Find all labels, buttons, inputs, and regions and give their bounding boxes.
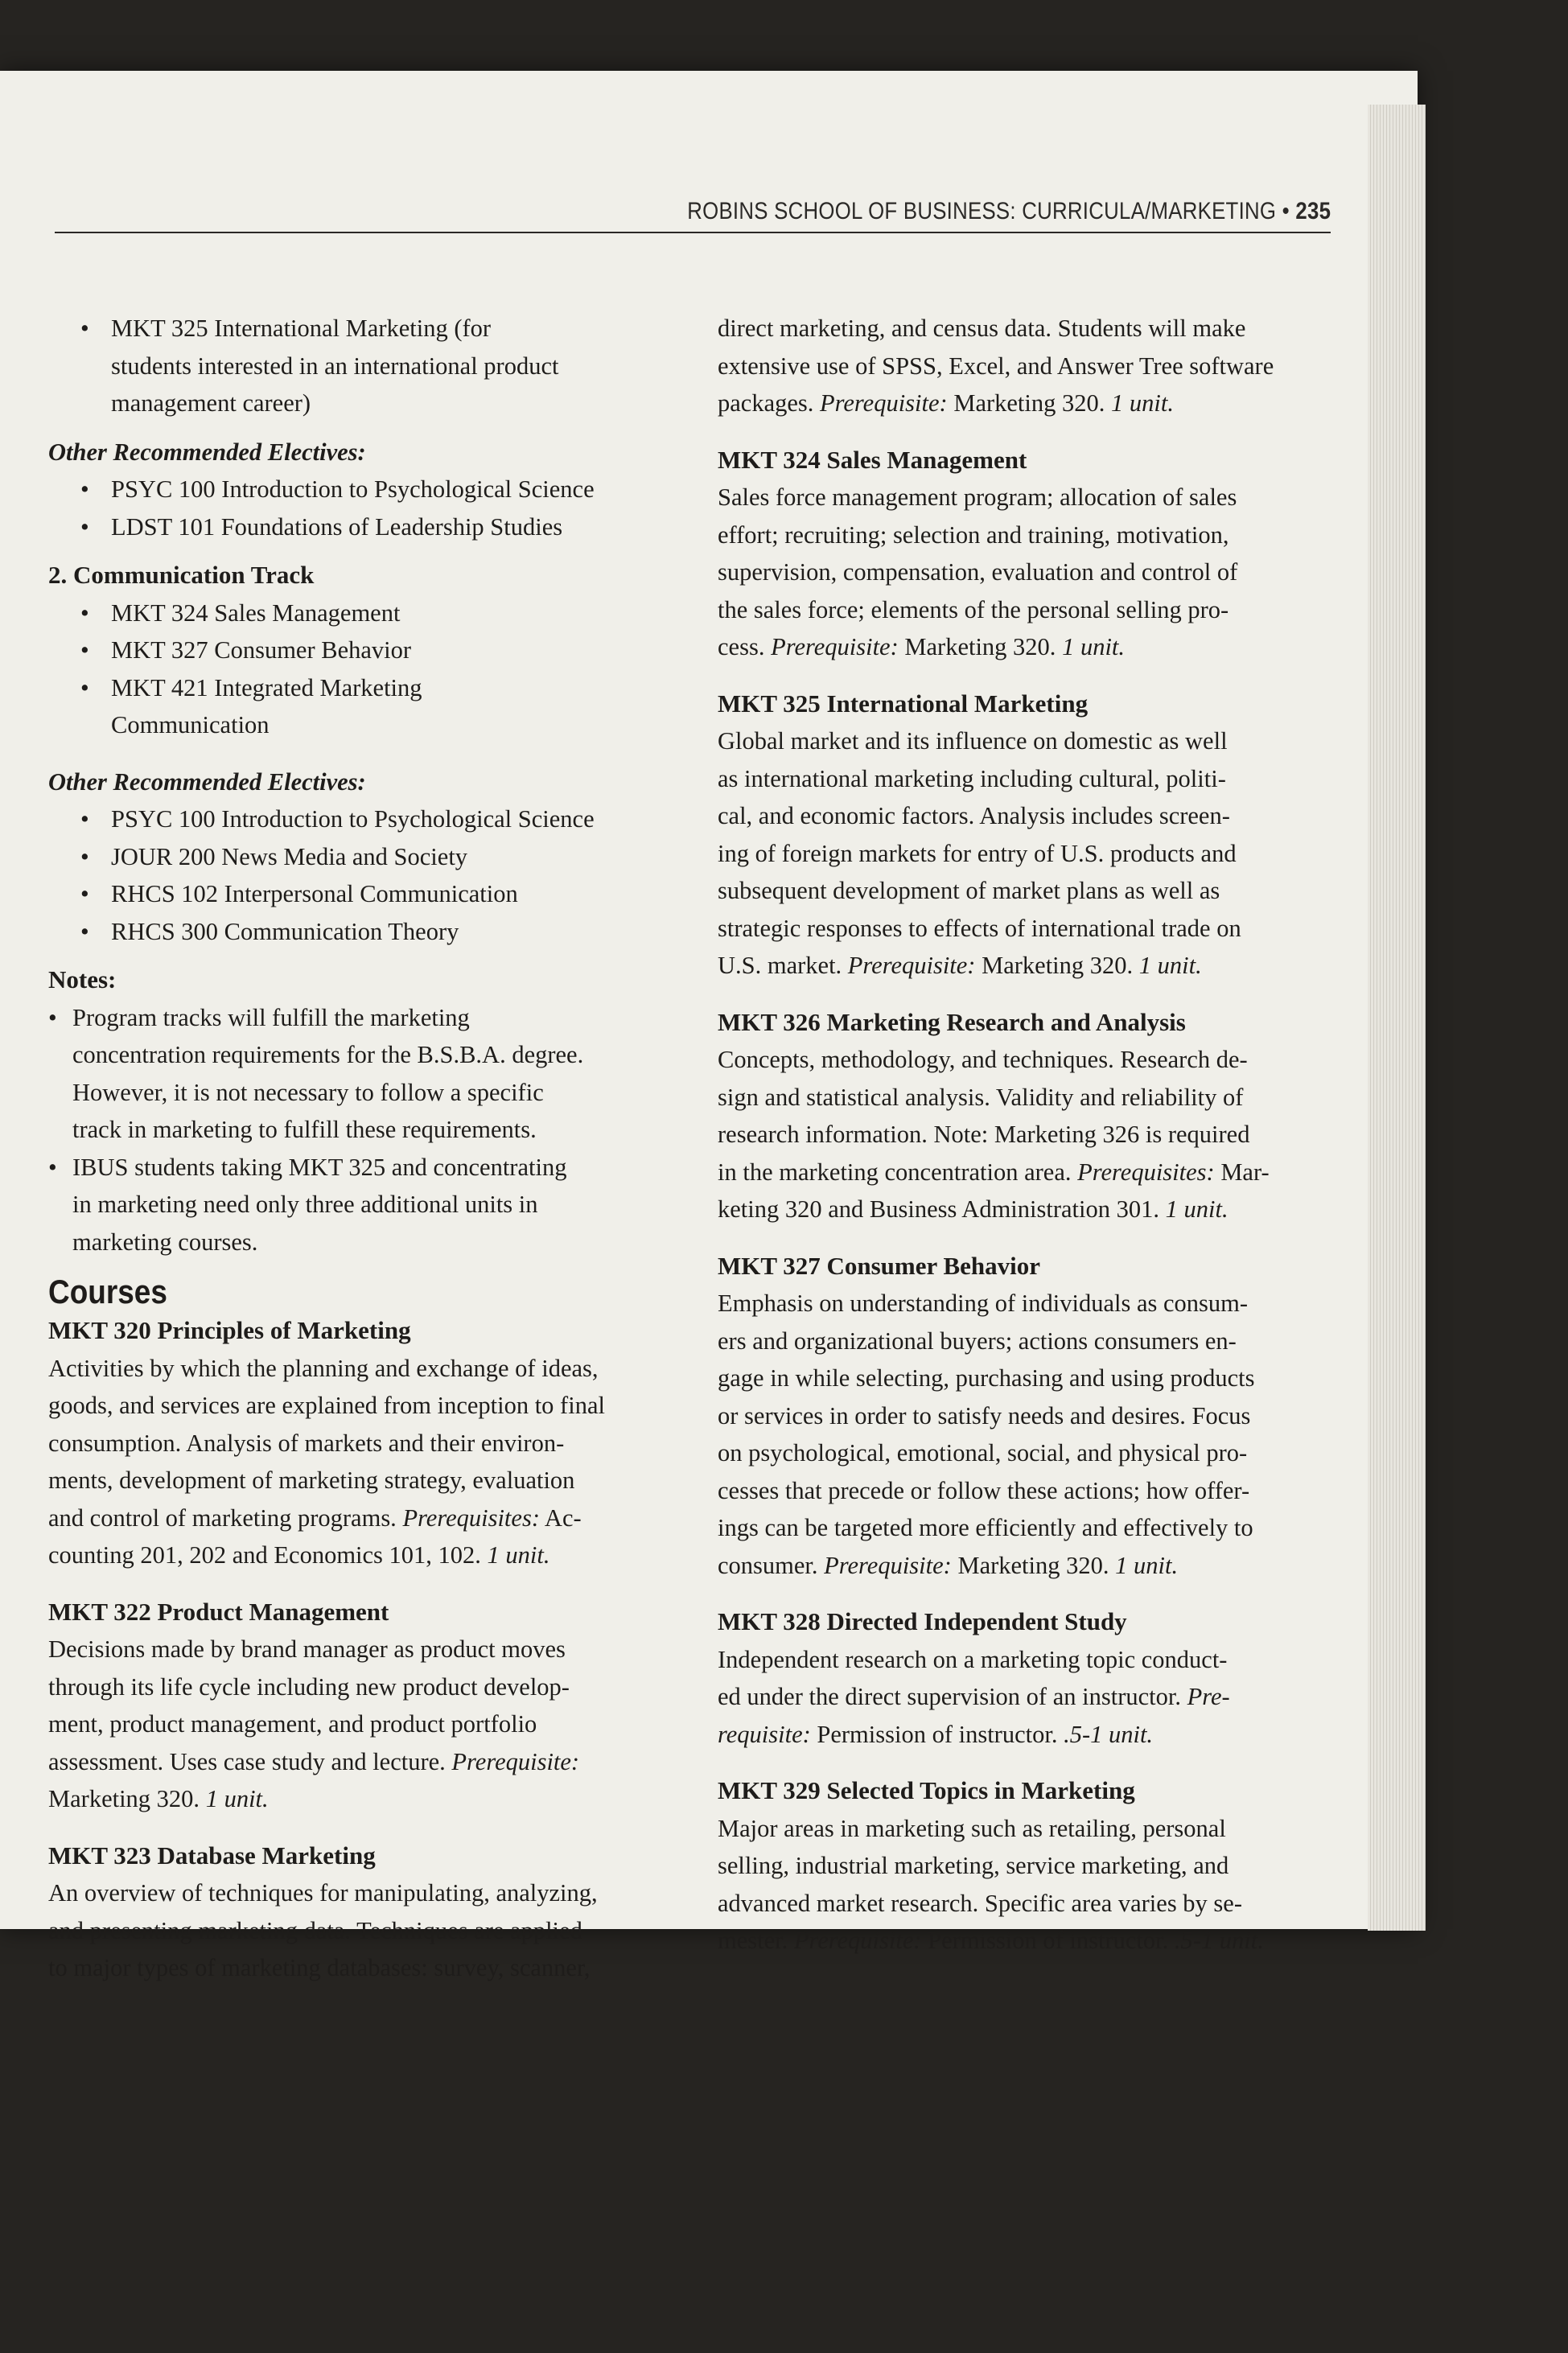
desc-line: Activities by which the planning and exchange of ideas, <box>48 1354 599 1382</box>
unit-text: 1 unit. <box>1062 633 1126 660</box>
desc-line: Sales force management program; allocation of sales <box>718 483 1237 511</box>
notes-heading: Notes: <box>48 965 117 993</box>
course-title: MKT 322 Product Management <box>48 1597 389 1626</box>
course-title: MKT 328 Directed Independent Study <box>718 1607 1127 1635</box>
desc-line: Emphasis on understanding of individuals as consum- <box>718 1290 1249 1317</box>
course-description <box>48 1874 668 1987</box>
desc-line: goods, and services are explained from inception to final <box>48 1392 605 1419</box>
course-title: MKT 320 Principles of Marketing <box>48 1316 411 1344</box>
page-edges <box>1368 105 1426 1931</box>
desc-line: consumption. Analysis of markets and their environ- <box>48 1429 565 1457</box>
course-title: MKT 326 Marketing Research and Analysis <box>718 1007 1186 1036</box>
desc-line: and control of marketing programs. <box>48 1504 403 1532</box>
course-title: MKT 325 International Marketing <box>718 689 1089 718</box>
page-number: 235 <box>1295 198 1331 224</box>
prereq-label: Prerequisite: <box>771 633 899 660</box>
unit-text: 1 unit. <box>1111 389 1174 417</box>
list-item: JOUR 200 News Media and Society <box>111 842 468 870</box>
note-text: in marketing need only three additional units in <box>72 1191 538 1218</box>
desc-line: cess. <box>718 633 772 660</box>
desc-line: advanced market research. Specific area varies by se- <box>718 1889 1242 1917</box>
desc-line: Decisions made by brand manager as product moves <box>48 1635 566 1663</box>
prereq-text: Marketing 320. <box>48 1785 206 1812</box>
desc-line: extensive use of SPSS, Excel, and Answer Tree software <box>718 352 1274 380</box>
desc-line: as international marketing including cultural, politi- <box>718 764 1226 792</box>
desc-line: Independent research on a marketing topic conduct- <box>718 1645 1228 1673</box>
desc-line: effort; recruiting; selection and training, motivation, <box>718 520 1229 549</box>
desc-line: direct marketing, and census data. Students will make <box>718 315 1246 342</box>
course-description <box>718 1041 1323 1228</box>
prereq-text: Marketing 320. <box>951 1551 1116 1579</box>
desc-line: or services in order to satisfy needs and desires. Focus <box>718 1401 1251 1429</box>
prereq-label: Prerequisite: <box>793 1927 922 1954</box>
unit-text: 1 unit. <box>205 1785 269 1812</box>
prereq-label: Prerequisite: <box>847 952 976 979</box>
prereq-text: Mar- <box>1214 1158 1270 1186</box>
course-description <box>718 310 1323 422</box>
bullet-text: management career) <box>111 389 311 417</box>
header-title: ROBINS SCHOOL OF BUSINESS: CURRICULA/MARKETING • <box>687 198 1296 224</box>
desc-line: selling, industrial marketing, service marketing, and <box>718 1852 1229 1879</box>
list-item: MKT 324 Sales Management <box>111 599 401 627</box>
course-title: MKT 324 Sales Management <box>718 445 1027 474</box>
unit-text: .5-1 unit. <box>1174 1927 1264 1954</box>
desc-line: ed under the direct supervision of an instructor. <box>718 1683 1187 1710</box>
desc-line: Global market and its influence on domestic as well <box>718 727 1228 755</box>
desc-line: to major types of marketing databases: survey, scanner, <box>48 1954 591 1981</box>
bullet-text: students interested in an international product <box>111 352 559 380</box>
prereq-label: Prerequisite: <box>824 1551 952 1579</box>
desc-line: assessment. Uses case study and lecture. <box>48 1747 452 1775</box>
prereq-text: keting 320 and Business Administration 301. <box>718 1195 1166 1223</box>
list-item: PSYC 100 Introduction to Psychological Science <box>111 805 595 833</box>
desc-line: packages. <box>718 389 821 417</box>
desc-line: ing of foreign markets for entry of U.S. products and <box>718 839 1237 867</box>
list-item: PSYC 100 Introduction to Psychological Science <box>111 475 595 503</box>
desc-line: and presenting marketing data. Techniques are applied <box>48 1916 582 1944</box>
section-heading: 2. Communication Track <box>48 561 315 589</box>
note-text: However, it is not necessary to follow a specific <box>72 1078 544 1106</box>
course-title: MKT 329 Selected Topics in Marketing <box>718 1776 1135 1804</box>
prereq-label: requisite: <box>718 1720 811 1748</box>
desc-line: strategic responses to effects of international trade on <box>718 914 1241 942</box>
running-header <box>55 198 1331 233</box>
left-column <box>48 310 668 1987</box>
courses-heading: Courses <box>48 1273 167 1310</box>
desc-line: consumer. <box>718 1551 825 1579</box>
prereq-label: Prerequisite: <box>820 389 948 417</box>
prereq-text: Marketing 320. <box>898 633 1063 660</box>
subheading: Other Recommended Electives: <box>48 767 366 796</box>
list-item: MKT 421 Integrated Marketing <box>111 673 422 701</box>
unit-text: 1 unit. <box>487 1541 550 1569</box>
prereq-text: Permission of instructor. <box>921 1927 1175 1954</box>
prereq-text: counting 201, 202 and Economics 101, 102. <box>48 1541 488 1569</box>
desc-line: supervision, compensation, evaluation and control of <box>718 558 1238 586</box>
unit-text: 1 unit. <box>1138 952 1202 979</box>
prereq-label: Prerequisite: <box>451 1747 580 1775</box>
list-item: MKT 327 Consumer Behavior <box>111 636 412 664</box>
right-column <box>718 310 1323 1960</box>
subheading: Other Recommended Electives: <box>48 438 366 466</box>
unit-text: 1 unit. <box>1115 1551 1179 1579</box>
desc-line: sign and statistical analysis. Validity and reliability of <box>718 1083 1244 1111</box>
course-description <box>718 1641 1323 1754</box>
desc-line: subsequent development of market plans as well as <box>718 877 1220 904</box>
desc-line: in the marketing concentration area. <box>718 1158 1078 1186</box>
course-description <box>718 1285 1323 1584</box>
prereq-label: Prerequisites: <box>1077 1158 1215 1186</box>
course-description <box>718 1810 1323 1960</box>
course-description <box>48 1350 668 1574</box>
running-header-text <box>687 198 1331 225</box>
desc-line: ments, development of marketing strategy, evaluation <box>48 1467 575 1494</box>
desc-line: cesses that precede or follow these actions; how offer- <box>718 1476 1250 1504</box>
desc-line: the sales force; elements of the personal selling pro- <box>718 595 1229 623</box>
course-description <box>718 722 1323 985</box>
desc-line: U.S. market. <box>718 952 848 979</box>
prereq-label: Prerequisites: <box>402 1504 540 1532</box>
note-text: concentration requirements for the B.S.B.A. degree. <box>72 1041 584 1068</box>
prereq-text: Marketing 320. <box>947 389 1112 417</box>
prereq-label: Pre- <box>1187 1683 1230 1710</box>
unit-text: 1 unit. <box>1165 1195 1228 1223</box>
desc-line: gage in while selecting, purchasing and using products <box>718 1364 1255 1392</box>
desc-line: cal, and economic factors. Analysis includes screen- <box>718 802 1230 829</box>
bullet-text: MKT 325 International Marketing (for <box>111 315 492 342</box>
list-item: LDST 101 Foundations of Leadership Studies <box>111 512 563 541</box>
course-title: MKT 323 Database Marketing <box>48 1841 376 1870</box>
unit-text: .5-1 unit. <box>1064 1720 1154 1748</box>
prereq-text: Permission of instructor. <box>810 1720 1064 1748</box>
course-description <box>48 1631 668 1818</box>
list-item: Communication <box>111 711 270 738</box>
prereq-text: Ac- <box>539 1504 582 1532</box>
desc-line: through its life cycle including new product develop- <box>48 1672 570 1701</box>
desc-line: Major areas in marketing such as retailing, personal <box>718 1814 1226 1842</box>
desc-line: An overview of techniques for manipulating, analyzing, <box>48 1879 598 1907</box>
note-text: track in marketing to fulfill these requirements. <box>72 1116 537 1143</box>
course-description <box>718 479 1323 666</box>
desc-line: on psychological, emotional, social, and physical pro- <box>718 1439 1248 1467</box>
prereq-text: Marketing 320. <box>975 952 1139 979</box>
desc-line: ings can be targeted more efficiently and effectively to <box>718 1514 1253 1541</box>
desc-line: mester. <box>718 1927 794 1954</box>
desc-line: ment, product management, and product portfolio <box>48 1710 537 1738</box>
bullet-mkt325 <box>48 310 668 422</box>
desc-line: research information. Note: Marketing 326 is required <box>718 1121 1250 1148</box>
desc-line: Concepts, methodology, and techniques. Research de- <box>718 1046 1248 1073</box>
note-text: marketing courses. <box>72 1228 258 1256</box>
course-title: MKT 327 Consumer Behavior <box>718 1251 1041 1280</box>
list-item: RHCS 102 Interpersonal Communication <box>111 880 518 907</box>
list-item: RHCS 300 Communication Theory <box>111 917 459 945</box>
note-text: Program tracks will fulfill the marketing <box>72 1003 470 1031</box>
desc-line: ers and organizational buyers; actions consumers en- <box>718 1327 1237 1355</box>
note-text: IBUS students taking MKT 325 and concentrating <box>72 1153 567 1181</box>
